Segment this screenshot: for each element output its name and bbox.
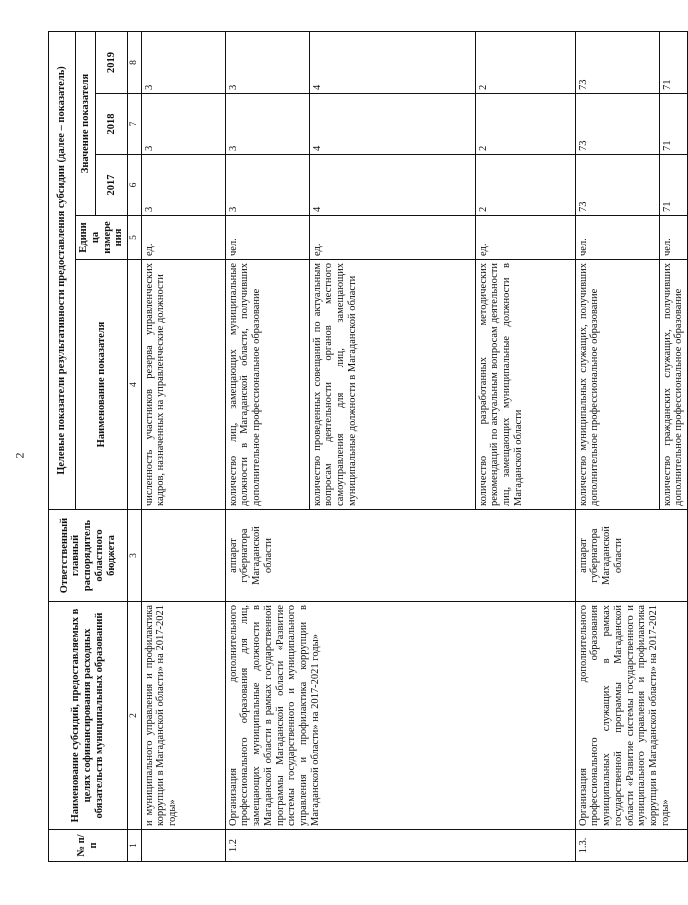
row-num: 1.3.: [575, 830, 688, 862]
value-2017: 3: [225, 155, 309, 216]
value-2019: 3: [225, 31, 309, 93]
value-2018: 73: [575, 94, 659, 155]
header-year-2019: 2019: [96, 31, 128, 93]
responsible-body: [141, 510, 225, 602]
header-num: № п/п: [49, 830, 128, 862]
table-row: [141, 31, 225, 861]
column-index: 2: [128, 602, 142, 830]
column-index: 3: [128, 510, 142, 602]
value-2019: 3: [141, 31, 225, 93]
value-2019: 2: [475, 31, 575, 93]
indicator-name: количество гражданских служащих, получивших дополнительное профессиональное образование: [659, 260, 688, 510]
row-num: [141, 830, 225, 862]
value-2017: 4: [309, 155, 475, 216]
header-responsible: Ответственный главный распорядитель областного бюджета: [49, 510, 128, 602]
indicator-name: количество муниципальных служащих, получивших дополнительное профессиональное образование: [575, 260, 659, 510]
table-row: [225, 31, 309, 861]
column-index: 6: [128, 155, 142, 216]
value-2018: 3: [225, 94, 309, 155]
column-index-row: [128, 31, 142, 861]
subsidy-name: Организация дополнительного профессионального образования для лиц, замещающих муниципальные должности в Магаданской области в рамках государственной программы Магаданской области «Развитие системы государственного и муниципального управления и профилактика коррупции в Магаданской области» на 2017-2021 годы»: [225, 602, 575, 830]
column-index: 8: [128, 31, 142, 93]
value-2017: 73: [575, 155, 659, 216]
value-2018: 71: [659, 94, 688, 155]
header-targets-group: Целевые показатели результативности предоставления субсидии (далее – показатель): [49, 31, 76, 509]
value-2017: 2: [475, 155, 575, 216]
indicator-name: количество проведенных совещаний по актуальным вопросам деятельности органов местного самоуправления для лиц, замещающих муниципальные должности в Магаданской области: [309, 260, 475, 510]
responsible-body: аппарат губернатора Магаданской области: [575, 510, 688, 602]
value-2017: 71: [659, 155, 688, 216]
indicator-name: численность участников резерва управленческих кадров, назначенных на управленческие должности: [141, 260, 225, 510]
header-unit: Едини ца измере ния: [76, 216, 128, 260]
column-index: 7: [128, 94, 142, 155]
value-2018: 4: [309, 94, 475, 155]
header-year-2017: 2017: [96, 155, 128, 216]
page-number: 2: [12, 452, 27, 459]
column-index: 4: [128, 260, 142, 510]
indicator-unit: чел.: [659, 216, 688, 260]
subsidy-name: Организация дополнительного профессионального образования муниципальных служащих в рамках государственной программы Магаданской области «Развитие системы государственного и муниципального управления и профилактика коррупции в Магаданской области» на 2017-2021 годы»: [575, 602, 688, 830]
indicator-name: количество лиц, замещающих муниципальные должности в Магаданской области, получивших дополнительное профессиональное образование: [225, 260, 309, 510]
indicator-unit: чел.: [225, 216, 309, 260]
header-subsidy-name: Наименование субсидий, предоставляемых в целях софинансирования расходных обязательств муниципальных образований: [49, 602, 128, 830]
value-2017: 3: [141, 155, 225, 216]
value-2019: 4: [309, 31, 475, 93]
row-num: 1.2: [225, 830, 575, 862]
rotated-table-wrapper: [48, 32, 685, 862]
table-row: [575, 31, 659, 861]
header-indicator-name: Наименование показателя: [76, 260, 128, 510]
indicator-unit: ед.: [475, 216, 575, 260]
header-values-group: Значение показателя: [76, 31, 96, 215]
value-2018: 2: [475, 94, 575, 155]
indicator-unit: ед.: [309, 216, 475, 260]
subsidy-name: и муниципального управления и профилактика коррупции в Магаданской области» на 2017-2021 годы»: [141, 602, 225, 830]
column-index: 5: [128, 216, 142, 260]
subsidy-targets-table: [48, 31, 688, 862]
column-index: 1: [128, 830, 142, 862]
value-2018: 3: [141, 94, 225, 155]
value-2019: 71: [659, 31, 688, 93]
indicator-unit: чел.: [575, 216, 659, 260]
indicator-name: количество разработанных методических рекомендаций по актуальным вопросам деятельности лиц, замещающих муниципальные должности в Магаданской области: [475, 260, 575, 510]
responsible-body: аппарат губернатора Магаданской области: [225, 510, 575, 602]
indicator-unit: ед.: [141, 216, 225, 260]
value-2019: 73: [575, 31, 659, 93]
header-year-2018: 2018: [96, 94, 128, 155]
